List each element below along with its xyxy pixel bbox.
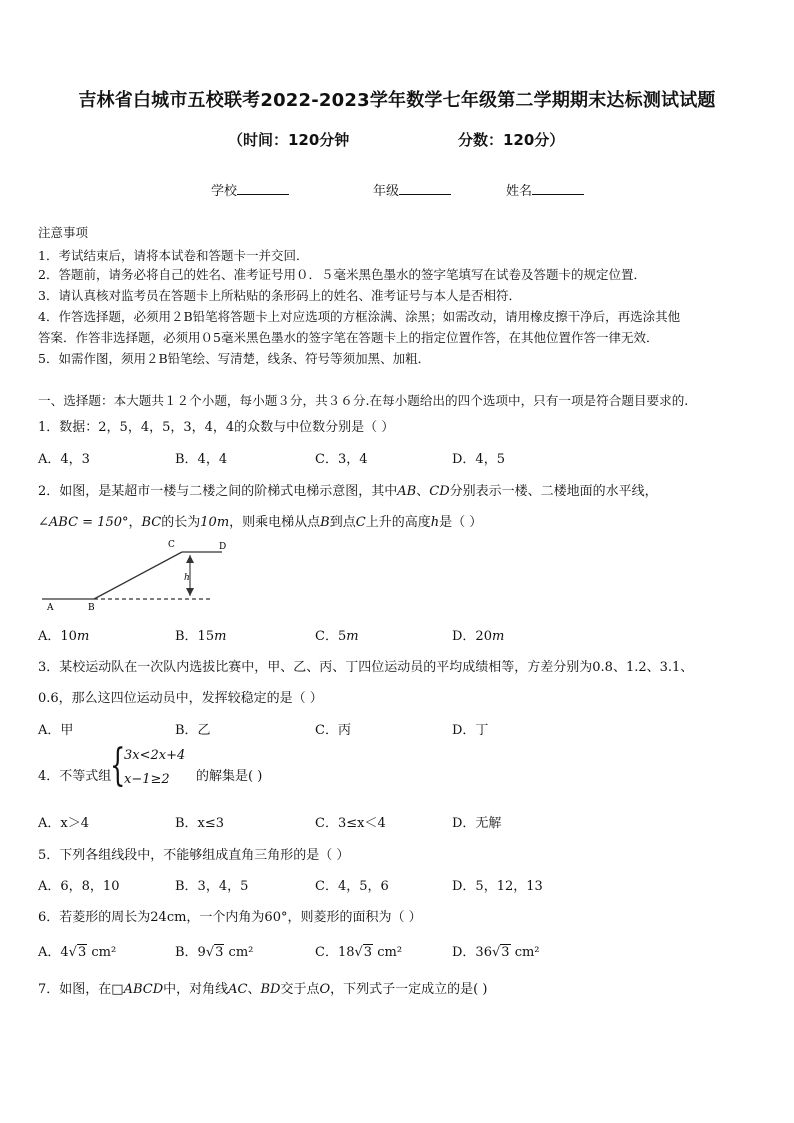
label-h: h — [184, 573, 190, 583]
q3-option-a: A．甲 — [38, 723, 74, 738]
q2-option-c — [315, 625, 359, 644]
q5-option-c: C．4，5，6 — [315, 879, 389, 894]
q2-text: 2．如图，是某超市一楼与二楼之间的阶梯式电梯示意图，其中 — [38, 484, 398, 499]
q6-option-c — [315, 941, 402, 960]
inequality-1: 3x<2x+4 — [124, 748, 186, 763]
q2-text: 的长为 — [161, 515, 201, 530]
q4-option-a: A．x＞4 — [38, 816, 89, 831]
unit: m — [491, 629, 505, 644]
q1-option-d: D．4，5 — [452, 452, 505, 467]
q7-bd: BD — [260, 982, 281, 997]
school-blank — [237, 182, 289, 195]
question-1: 1．数据：2，5，4，5，3，4，4的众数与中位数分别是（ ） — [38, 420, 395, 435]
q2-option-b-text: B．15 — [175, 629, 215, 644]
q2-ab: AB — [397, 484, 417, 499]
inequality-system — [110, 740, 210, 792]
q3-option-c: C．丙 — [315, 723, 351, 738]
inequality-2: x−1≥2 — [124, 772, 170, 787]
q7-text: 7．如图，在 — [38, 982, 112, 997]
q2-text: ，则乘电梯从点 — [229, 515, 321, 530]
question-3-line1: 3．某校运动队在一次队内选拔比赛中，甲、乙、丙、丁四位运动员的平均成绩相等，方差分别为0.8、1.2、3.1、 — [38, 660, 694, 675]
sqrt-icon: √ — [354, 945, 363, 960]
q2-text: 是（ ） — [439, 515, 483, 530]
q2-option-b — [175, 625, 226, 644]
q2-sep: 、 — [416, 484, 430, 499]
q6-option-b-text: B．9 — [175, 945, 206, 960]
q2-option-d-text: D．20 — [452, 629, 492, 644]
q4-option-b: B．x≤3 — [175, 816, 225, 831]
q6-option-d-text: D．36 — [452, 945, 492, 960]
q2-bc: BC — [141, 515, 162, 530]
question-2-line2 — [38, 511, 482, 530]
question-6: 6．若菱形的周长为24cm，一个内角为60°，则菱形的面积为（ ） — [38, 910, 422, 925]
q7-parallelogram: □ABCD — [111, 982, 164, 997]
arrow-down-icon — [186, 588, 194, 596]
q2-text: 分别表示一楼、二楼地面的水平线， — [449, 484, 658, 499]
q2-point-b: B — [320, 515, 330, 530]
grade-blank — [399, 182, 451, 195]
q3-option-b: B．乙 — [175, 723, 211, 738]
exam-time: （时间：120分钟 — [228, 131, 350, 149]
q5-option-b: B．3，4，5 — [175, 879, 249, 894]
page-title: 吉林省白城市五校联考2022-2023学年数学七年级第二学期期末达标测试试题 — [78, 90, 716, 111]
q7-text: ，下列式子一定成立的是( ) — [330, 982, 488, 997]
label-b: B — [88, 603, 95, 613]
q4-option-d: D．无解 — [452, 816, 502, 831]
label-a: A — [47, 603, 54, 613]
grade-field — [373, 180, 451, 199]
q2-text: 到点 — [329, 515, 356, 530]
label-c: C — [168, 540, 175, 550]
sqrt-icon: √ — [68, 945, 77, 960]
school-label: 学校 — [211, 184, 238, 199]
q7-text: 交于点 — [280, 982, 320, 997]
notice-item: 5．如需作图，须用２B铅笔绘、写清楚，线条、符号等须加黑、加粗． — [38, 351, 431, 366]
question-7 — [38, 978, 487, 997]
q3-option-d: D．丁 — [452, 723, 489, 738]
unit: m — [76, 629, 90, 644]
q2-point-c: C — [355, 515, 366, 530]
school-field — [211, 180, 289, 199]
q2-option-c-text: C．5 — [315, 629, 347, 644]
question-5: 5．下列各组线段中，不能够组成直角三角形的是（ ） — [38, 848, 350, 863]
question-3-line2: 0.6，那么这四位运动员中，发挥较稳定的是（ ） — [38, 691, 323, 706]
q6-option-c-text: C．18 — [315, 945, 355, 960]
name-label: 姓名 — [506, 184, 533, 199]
question-4-suffix: 的解集是( ) — [196, 769, 263, 784]
arrow-up-icon — [186, 555, 194, 563]
q5-option-d: D．5，12，13 — [452, 879, 543, 894]
section-heading: 一、选择题：本大题共１２个小题，每小题３分，共３６分.在每小题给出的四个选项中，只有一项是符合题目要求的. — [38, 393, 689, 408]
q7-point-o: O — [319, 982, 331, 997]
radicand: 3 — [363, 945, 373, 960]
question-4-prefix: 4．不等式组 — [38, 769, 112, 784]
name-blank — [532, 182, 584, 195]
q1-option-b: B．4，4 — [175, 452, 228, 467]
radicand: 3 — [77, 945, 87, 960]
line-bc — [94, 552, 182, 599]
label-d: D — [219, 542, 227, 552]
q6-option-a-text: A．4 — [38, 945, 69, 960]
unit: m — [346, 629, 359, 644]
q6-option-d — [452, 941, 540, 960]
q2-cd: CD — [429, 484, 450, 499]
exam-score: 分数：120分） — [458, 131, 565, 149]
notice-item: 1．考试结束后，请将本试卷和答题卡一并交回． — [38, 248, 309, 263]
notice-item: 答案．作答非选择题，必须用０5毫米黑色墨水的签字笔在答题卡上的指定位置作答，在其他位置作答一律无效． — [38, 330, 659, 345]
notice-item: 2．答题前，请务必将自己的姓名、准考证号用０．５毫米黑色墨水的签字笔填写在试卷及答题卡的规定位置． — [38, 267, 646, 282]
q1-option-c: C．3，4 — [315, 452, 368, 467]
q2-option-d — [452, 625, 504, 644]
q2-length: 10m — [200, 515, 230, 530]
q7-text: 中，对角线 — [163, 982, 229, 997]
unit: cm² — [91, 945, 117, 960]
escalator-diagram — [38, 536, 238, 616]
unit: cm² — [228, 945, 254, 960]
notice-item: 4．作答选择题，必须用２B铅笔将答题卡上对应选项的方框涂满、涂黑；如需改动，请用橡皮擦干净后，再选涂其他 — [38, 309, 681, 324]
radicand: 3 — [215, 945, 224, 960]
notice-heading: 注意事项 — [38, 225, 89, 240]
q2-text: 上升的高度 — [365, 515, 431, 530]
q2-angle: ∠ABC = 150° — [38, 515, 129, 530]
notice-item: 3．请认真核对监考员在答题卡上所粘贴的条形码上的姓名、准考证号与本人是否相符． — [38, 288, 521, 303]
q2-option-a-text: A．10 — [38, 629, 77, 644]
q1-option-a: A．4，3 — [38, 452, 90, 467]
q2-text: ， — [128, 515, 142, 530]
q7-sep: 、 — [247, 982, 261, 997]
q2-h: h — [430, 515, 440, 530]
sqrt-icon: √ — [205, 945, 215, 960]
q2-option-a — [38, 625, 89, 644]
sqrt-icon: √ — [491, 945, 501, 960]
radicand: 3 — [501, 945, 510, 960]
name-field — [506, 180, 584, 199]
q7-ac: AC — [228, 982, 248, 997]
brace-icon: { — [110, 740, 126, 791]
grade-label: 年级 — [373, 184, 400, 199]
question-2-line1 — [38, 480, 658, 499]
unit: cm² — [377, 945, 403, 960]
q4-option-c: C．3≤x＜4 — [315, 816, 386, 831]
unit: cm² — [514, 945, 540, 960]
q6-option-b — [175, 941, 253, 960]
q5-option-a: A．6，8，10 — [38, 879, 120, 894]
q6-option-a — [38, 941, 116, 960]
unit: m — [214, 629, 227, 644]
